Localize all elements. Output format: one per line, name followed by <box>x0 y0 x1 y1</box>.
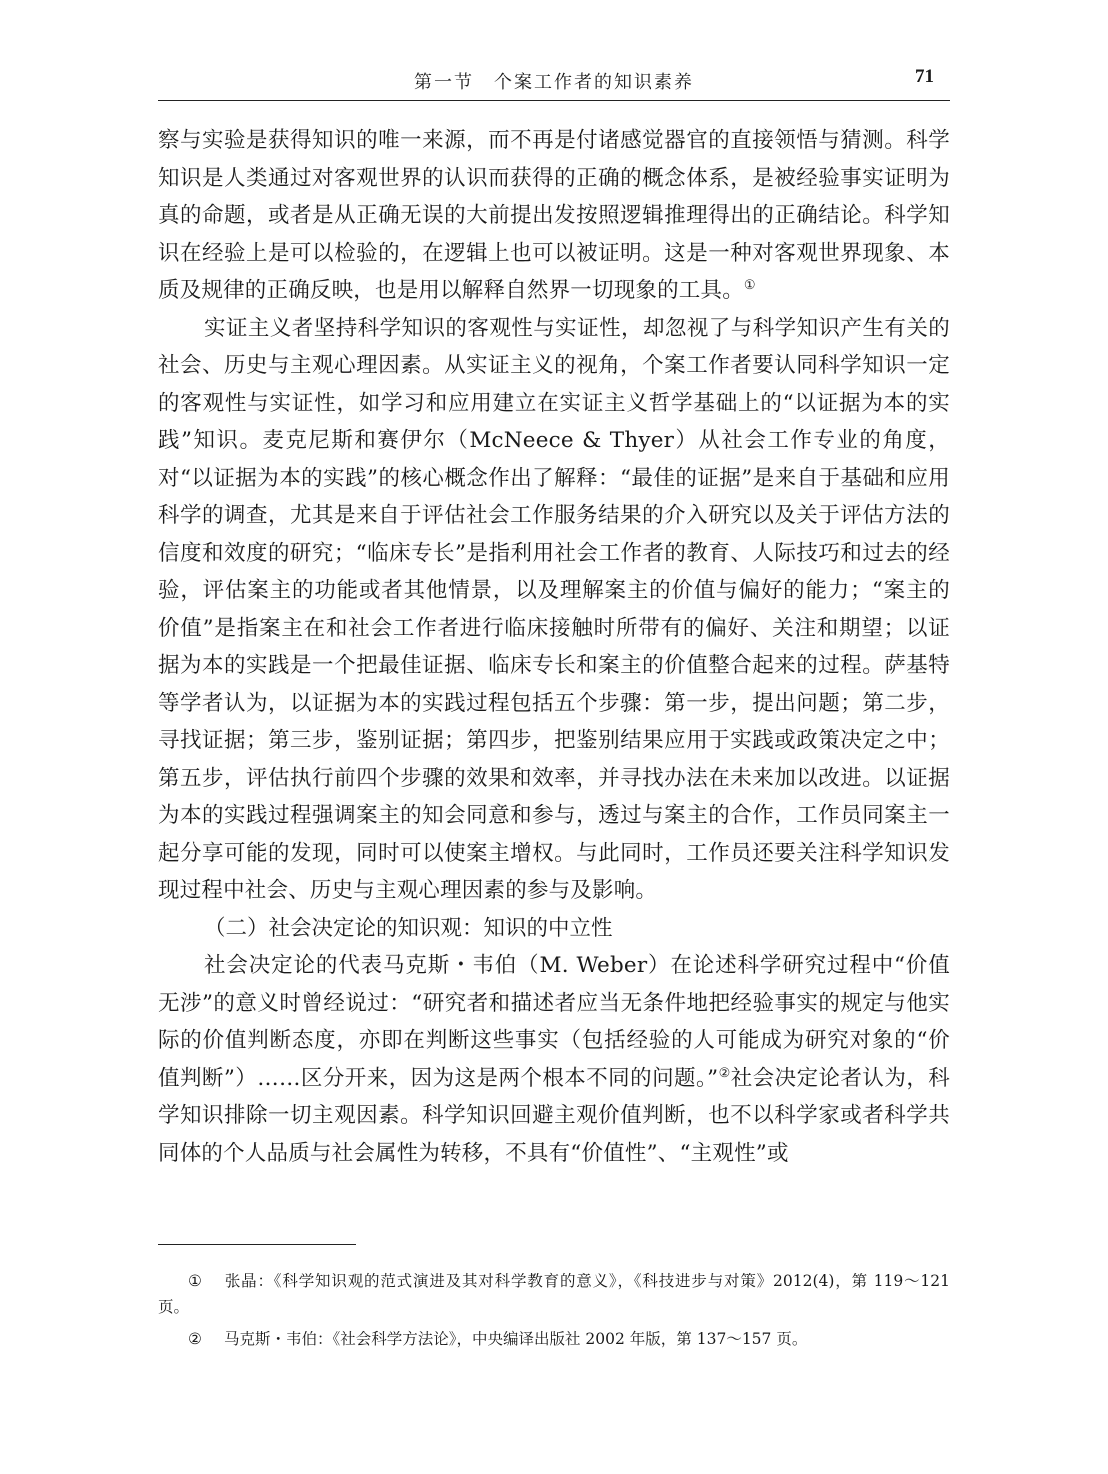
paragraph-3 <box>158 947 950 1172</box>
footnote-2-mark: ② <box>188 1330 202 1348</box>
paragraph-2: 实证主义者坚持科学知识的客观性与实证性，却忽视了与科学知识产生有关的社会、历史与主观心理因素。从实证主义的视角，个案工作者要认同科学知识一定的客观性与实证性，如学习和应用建立在实证主义哲学基础上的“以证据为本的实践”知识。麦克尼斯和赛伊尔（McNeece & Thyer）从社会工作专业的角度，对“以证据为本的实践”的核心概念作出了解释：“最佳的证据”是来自于基础和应用科学的调查，尤其是来自于评估社会工作服务结果的介入研究以及关于评估方法的信度和效度的研究；“临床专长”是指利用社会工作者的教育、人际技巧和过去的经验，评估案主的功能或者其他情景，以及理解案主的价值与偏好的能力；“案主的价值”是指案主在和社会工作者进行临床接触时所带有的偏好、关注和期望；以证据为本的实践是一个把最佳证据、临床专长和案主的价值整合起来的过程。萨基特等学者认为，以证据为本的实践过程包括五个步骤：第一步，提出问题；第二步，寻找证据；第三步，鉴别证据；第四步，把鉴别结果应用于实践或政策决定之中；第五步，评估执行前四个步骤的效果和效率，并寻找办法在未来加以改进。以证据为本的实践过程强调案主的知会同意和参与，透过与案主的合作，工作员同案主一起分享可能的发现，同时可以使案主增权。与此同时，工作员还要关注科学知识发现过程中社会、历史与主观心理因素的参与及影响。 <box>158 315 950 903</box>
footnote-2-text: 马克斯・韦伯：《社会科学方法论》，中央编译出版社 2002 年版，第 137～157 页。 <box>224 1330 808 1348</box>
footnote-1-mark: ① <box>188 1272 202 1290</box>
paragraph-3-text-a: 社会决定论的代表马克斯・韦伯（M. Weber）在论述科学研究过程中“价值无涉”的意义时曾经说过：“研究者和描述者应当无条件地把经验事实的规定与他实际的价值判断态度，亦即在判断这些事实（包括经验的人可能成为研究对象的“价值判断”）……区分开来，因为这是两个根本不同的问题。” <box>158 953 950 1091</box>
paragraph-3-text-b: 社会决定论者认为，科学知识排除一切主观因素。科学知识回避主观价值判断，也不以科学家或者科学共同体的个人品质与社会属性为转移，不具有“价值性”、“主观性”或 <box>158 1065 950 1166</box>
footnote-1-text: 张晶：《科学知识观的范式演进及其对科学教育的意义》，《科技进步与对策》2012(4)，第 119～121 页。 <box>158 1272 950 1316</box>
paragraph-1 <box>158 122 950 310</box>
footnote-ref-1: ① <box>743 277 756 293</box>
body-text <box>158 122 950 1172</box>
running-header <box>158 64 950 101</box>
paragraph-1-text: 察与实验是获得知识的唯一来源，而不再是付诸感觉器官的直接领悟与猜测。科学知识是人类通过对客观世界的认识而获得的正确的概念体系，是被经验事实证明为真的命题，或者是从正确无误的大前提出发按照逻辑推理得出的正确结论。科学知识在经验上是可以检验的，在逻辑上也可以被证明。这是一种对客观世界现象、本质及规律的正确反映，也是用以解释自然界一切现象的工具。 <box>158 128 950 303</box>
footnote-2 <box>158 1326 950 1352</box>
page-number: 71 <box>915 66 934 87</box>
footnote-divider <box>158 1244 356 1245</box>
footnotes <box>158 1268 950 1358</box>
chapter-title: 第一节 个案工作者的知识素养 <box>414 72 694 93</box>
footnote-ref-2: ② <box>718 1065 731 1081</box>
section-heading: （二）社会决定论的知识观：知识的中立性 <box>204 915 613 941</box>
footnote-1 <box>158 1268 950 1320</box>
